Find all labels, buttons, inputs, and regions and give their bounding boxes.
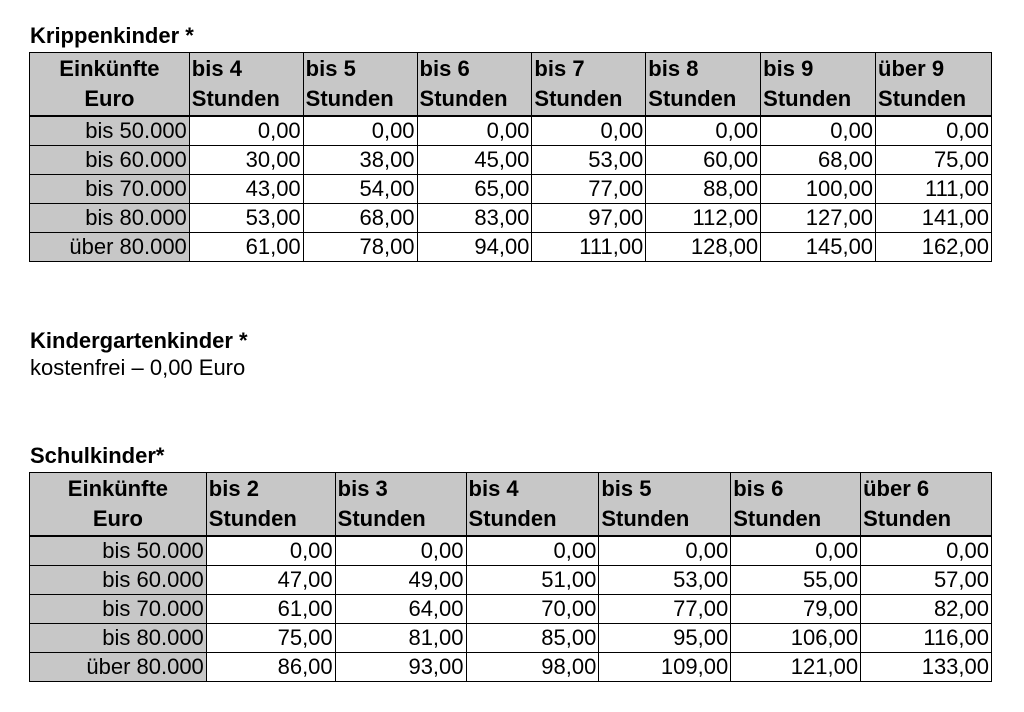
header-line: Stunden (863, 506, 952, 531)
table-row (30, 146, 992, 175)
fee-cell: 54,00 (303, 175, 417, 204)
table-row (30, 653, 992, 682)
income-cell: bis 50.000 (30, 116, 190, 146)
fee-cell: 55,00 (731, 566, 861, 595)
fee-cell: 121,00 (731, 653, 861, 682)
fee-cell: 0,00 (646, 116, 761, 146)
fee-cell: 78,00 (303, 233, 417, 262)
fee-cell: 68,00 (761, 146, 876, 175)
fee-cell: 94,00 (417, 233, 532, 262)
table-header-row (30, 473, 992, 537)
fee-cell: 145,00 (761, 233, 876, 262)
fee-cell: 0,00 (335, 536, 466, 566)
fee-cell: 83,00 (417, 204, 532, 233)
fee-cell: 97,00 (532, 204, 646, 233)
fee-cell: 47,00 (206, 566, 335, 595)
fee-cell: 77,00 (599, 595, 731, 624)
fee-cell: 0,00 (206, 536, 335, 566)
header-line: Stunden (419, 86, 508, 111)
fee-cell: 141,00 (876, 204, 992, 233)
fee-cell: 45,00 (417, 146, 532, 175)
fee-cell: 0,00 (189, 116, 303, 146)
fee-cell: 61,00 (189, 233, 303, 262)
fee-cell: 49,00 (335, 566, 466, 595)
fee-cell: 53,00 (189, 204, 303, 233)
table-row (30, 175, 992, 204)
header-line: Stunden (601, 506, 690, 531)
kindergarten-fee-text: kostenfrei – 0,00 Euro (30, 355, 246, 380)
header-line: Stunden (763, 86, 852, 111)
header-line: bis 6 (733, 476, 784, 501)
income-cell: bis 60.000 (30, 566, 207, 595)
fee-cell: 133,00 (861, 653, 992, 682)
hours-column-header (646, 53, 761, 117)
fee-cell: 60,00 (646, 146, 761, 175)
header-line: Stunden (208, 506, 297, 531)
fee-cell: 77,00 (532, 175, 646, 204)
table-row (30, 116, 992, 146)
table-row (30, 595, 992, 624)
header-line: bis 7 (534, 56, 585, 81)
fee-cell: 0,00 (599, 536, 731, 566)
header-line: Stunden (305, 86, 394, 111)
hours-column-header (761, 53, 876, 117)
income-cell: bis 60.000 (30, 146, 190, 175)
income-cell: bis 80.000 (30, 624, 207, 653)
fee-cell: 0,00 (303, 116, 417, 146)
table-row (30, 624, 992, 653)
hours-column-header (599, 473, 731, 537)
fee-cell: 109,00 (599, 653, 731, 682)
header-line: Stunden (878, 86, 967, 111)
fee-cell: 61,00 (206, 595, 335, 624)
header-line: Euro (92, 506, 143, 531)
fee-cell: 68,00 (303, 204, 417, 233)
income-cell: bis 70.000 (30, 595, 207, 624)
fee-cell: 0,00 (417, 116, 532, 146)
hours-column-header (731, 473, 861, 537)
hours-column-header (532, 53, 646, 117)
fee-cell: 128,00 (646, 233, 761, 262)
table-row (30, 233, 992, 262)
fee-cell: 57,00 (861, 566, 992, 595)
income-cell: bis 70.000 (30, 175, 190, 204)
fee-cell: 0,00 (861, 536, 992, 566)
hours-column-header (206, 473, 335, 537)
header-line: Stunden (191, 86, 280, 111)
fee-cell: 0,00 (466, 536, 599, 566)
fee-cell: 51,00 (466, 566, 599, 595)
hours-column-header (466, 473, 599, 537)
schule-fee-table (29, 472, 992, 682)
header-line: Euro (84, 86, 135, 111)
header-line: bis 2 (208, 476, 259, 501)
fee-cell: 64,00 (335, 595, 466, 624)
krippe-fee-table (29, 52, 992, 262)
fee-cell: 65,00 (417, 175, 532, 204)
income-cell: über 80.000 (30, 233, 190, 262)
fee-cell: 53,00 (599, 566, 731, 595)
header-line: Einkünfte (59, 56, 160, 81)
fee-cell: 116,00 (861, 624, 992, 653)
header-line: über 9 (878, 56, 945, 81)
header-line: bis 6 (419, 56, 470, 81)
fee-cell: 98,00 (466, 653, 599, 682)
header-line: bis 8 (648, 56, 699, 81)
hours-column-header (876, 53, 992, 117)
fee-cell: 85,00 (466, 624, 599, 653)
fee-cell: 88,00 (646, 175, 761, 204)
header-line: Stunden (534, 86, 623, 111)
fee-cell: 111,00 (876, 175, 992, 204)
fee-cell: 0,00 (532, 116, 646, 146)
table-row (30, 536, 992, 566)
fee-cell: 100,00 (761, 175, 876, 204)
fee-cell: 86,00 (206, 653, 335, 682)
fee-cell: 0,00 (731, 536, 861, 566)
table-header-row (30, 53, 992, 117)
fee-cell: 127,00 (761, 204, 876, 233)
fee-cell: 111,00 (532, 233, 646, 262)
header-line: Stunden (468, 506, 557, 531)
hours-column-header (417, 53, 532, 117)
fee-cell: 38,00 (303, 146, 417, 175)
fee-cell: 93,00 (335, 653, 466, 682)
income-column-header (30, 473, 207, 537)
schule-title: Schulkinder* (30, 443, 165, 468)
header-line: Stunden (337, 506, 426, 531)
hours-column-header (335, 473, 466, 537)
fee-cell: 0,00 (876, 116, 992, 146)
header-line: bis 4 (468, 476, 519, 501)
fee-cell: 70,00 (466, 595, 599, 624)
fee-cell: 75,00 (876, 146, 992, 175)
fee-cell: 112,00 (646, 204, 761, 233)
hours-column-header (303, 53, 417, 117)
fee-cell: 81,00 (335, 624, 466, 653)
fee-cell: 53,00 (532, 146, 646, 175)
fee-cell: 79,00 (731, 595, 861, 624)
header-line: Stunden (733, 506, 822, 531)
header-line: bis 5 (305, 56, 356, 81)
hours-column-header (189, 53, 303, 117)
header-line: bis 9 (763, 56, 814, 81)
fee-cell: 95,00 (599, 624, 731, 653)
income-column-header (30, 53, 190, 117)
income-cell: bis 80.000 (30, 204, 190, 233)
kindergarten-title: Kindergartenkinder * (30, 328, 248, 353)
fee-cell: 82,00 (861, 595, 992, 624)
krippe-title: Krippenkinder * (30, 23, 194, 48)
header-line: bis 5 (601, 476, 652, 501)
header-line: bis 3 (337, 476, 388, 501)
income-cell: bis 50.000 (30, 536, 207, 566)
income-cell: über 80.000 (30, 653, 207, 682)
fee-cell: 162,00 (876, 233, 992, 262)
fee-cell: 106,00 (731, 624, 861, 653)
fee-cell: 0,00 (761, 116, 876, 146)
table-row (30, 566, 992, 595)
fee-cell: 75,00 (206, 624, 335, 653)
fee-cell: 30,00 (189, 146, 303, 175)
header-line: bis 4 (191, 56, 242, 81)
header-line: Einkünfte (67, 476, 169, 501)
hours-column-header (861, 473, 992, 537)
fee-cell: 43,00 (189, 175, 303, 204)
table-row (30, 204, 992, 233)
header-line: Stunden (648, 86, 737, 111)
header-line: über 6 (863, 476, 930, 501)
